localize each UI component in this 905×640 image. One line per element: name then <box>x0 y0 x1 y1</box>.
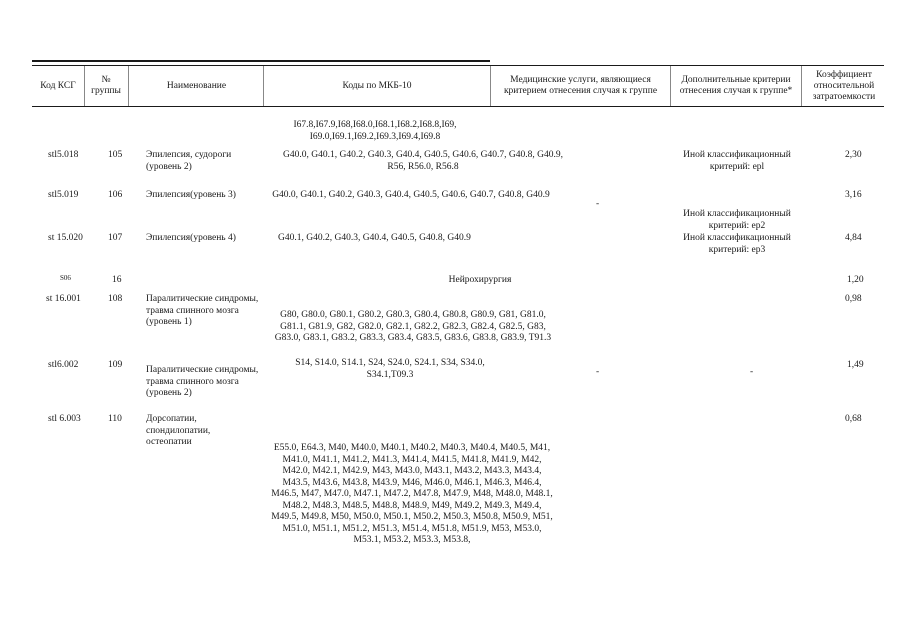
criteria: Иной классификационный критерий: ер3 <box>683 233 791 255</box>
mkb-codes: G40.1, G40.2, G40.3, G40.4, G40.5, G40.8, G40.9 <box>278 233 471 243</box>
group-number: 106 <box>108 190 123 200</box>
group-number: 107 <box>108 233 123 243</box>
group-name: Дорсопатии, спондилопатии, остеопатии <box>146 414 211 447</box>
group-name: Паралитические синдромы, травма спинного мозга (уровень 2) <box>146 365 259 398</box>
top-rule <box>32 60 490 62</box>
ksg-code: stl6.002 <box>48 360 79 370</box>
ksg-code: stl5.019 <box>48 190 79 200</box>
mkb-codes: G80, G80.0, G80.1, G80.2, G80.3, G80.4, G80.8, G80.9, G81, G81.0, G81.1, G81.9, G82, G82.0, G82.1, G82.2, G82.3, G82.4, G82.5, G83, G83.0, G83.1, G83.2, G83.3, G83.4, G83.5, G83.6, G83.8, G83.9, T91.3 <box>274 310 552 343</box>
header-criteria: Дополнительные критерии отнесения случая к группе* <box>679 75 793 96</box>
section-group: 16 <box>112 275 122 285</box>
col-sep <box>84 66 85 106</box>
criteria: - <box>750 367 754 377</box>
section-title: Нейрохирургия <box>448 275 512 285</box>
coefficient: 4,84 <box>845 233 862 243</box>
header-services: Медицинские услуги, являющиеся критерием отнесения случая к группе <box>503 75 658 96</box>
coefficient: 1,49 <box>847 360 864 370</box>
coefficient: 0,68 <box>845 414 862 424</box>
ksg-code: stl5.018 <box>48 150 79 160</box>
criteria: Иной классификационный критерий: ер2 <box>683 209 791 231</box>
group-number: 109 <box>108 360 123 370</box>
coefficient: 3,16 <box>845 190 862 200</box>
group-number: 105 <box>108 150 123 160</box>
group-number: 110 <box>108 414 122 424</box>
ksg-code: stl 6.003 <box>48 414 81 424</box>
col-sep <box>490 66 491 106</box>
criteria: Иной классификационный критерий: epl <box>683 150 791 172</box>
mkb-codes: G40.0, G40.1, G40.2, G40.3, G40.4, G40.5, G40.6, G40.7, G40.8, G40.9 <box>272 190 550 200</box>
mkb-codes: G40.0, G40.1, G40.2, G40.3, G40.4, G40.5, G40.6, G40.7, G40.8, G40.9, R56, R56.0, R56.8 <box>283 150 563 172</box>
services: - <box>596 367 600 377</box>
header-bottom-rule <box>32 106 884 107</box>
header-coef: Коэффициент относительной затратоемкости <box>812 69 876 102</box>
coefficient: 0,98 <box>845 294 862 304</box>
header-mkb: Коды по МКБ-10 <box>342 80 412 91</box>
group-name: Паралитические синдромы, травма спинного мозга (уровень 1) <box>146 294 259 327</box>
col-sep <box>670 66 671 106</box>
mkb-codes: E55.0, E64.3, M40, M40.0, M40.1, M40.2, M40.3, M40.4, M40.5, M41, M41.0, M41.1, M41.2, M41.3, M41.4, M41.5, M41.8, M41.9, M42, M42.0, M42.1, M42.9, M43, M43.0, M43.1, M43.2, M43.3, M43.4, M43.5, M43.6, M43.8, M43.9, M46, M46.0, M46.1, M46.3, M46.4, M46.5, M47, M47.0, M47.1, M47.2, M47.8, M47.9, M48, M48.0, M48.1, M48.2, M48.3, M48.5, M48.8, M48.9, M49, M49.2, M49.3, M49.4, M49.5, M49.8, M50, M50.0, M50.1, M50.2, M50.3, M50.8, M50.9, M51, M51.0, M51.1, M51.2, M51.3, M51.4, M51.8, M51.9, M53, M53.0, M53.1, M53.2, M53.3, M53.8, <box>271 443 553 545</box>
group-number: 108 <box>108 294 123 304</box>
ksg-code: st 15.020 <box>48 233 83 243</box>
header-group: № группы <box>91 75 121 96</box>
coefficient: 2,30 <box>845 150 862 160</box>
coefficient: 1,20 <box>847 275 864 285</box>
header-name: Наименование <box>166 80 227 91</box>
mkb-codes: S14, S14.0, S14.1, S24, S24.0, S24.1, S34, S34.0, S34.1,T09.3 <box>295 358 485 380</box>
col-sep <box>128 66 129 106</box>
section-code: S06 <box>60 274 71 282</box>
group-name: Эпилепсия(уровень 3) <box>146 190 236 200</box>
services: - <box>596 199 600 209</box>
continuation-codes: I67.8,I67.9,I68,I68.0,I68.1,I68.2,I68.8,I69, I69.0,I69.1,I69.2,I69.3,I69.4,I69.8 <box>293 120 457 142</box>
group-name: Эпилепсия, судороги (уровень 2) <box>146 150 232 172</box>
col-sep <box>263 66 264 106</box>
header-code: Код КСГ <box>40 80 76 91</box>
group-name: Эпилепсия(уровень 4) <box>146 233 236 243</box>
ksg-code: st 16.001 <box>46 294 81 304</box>
